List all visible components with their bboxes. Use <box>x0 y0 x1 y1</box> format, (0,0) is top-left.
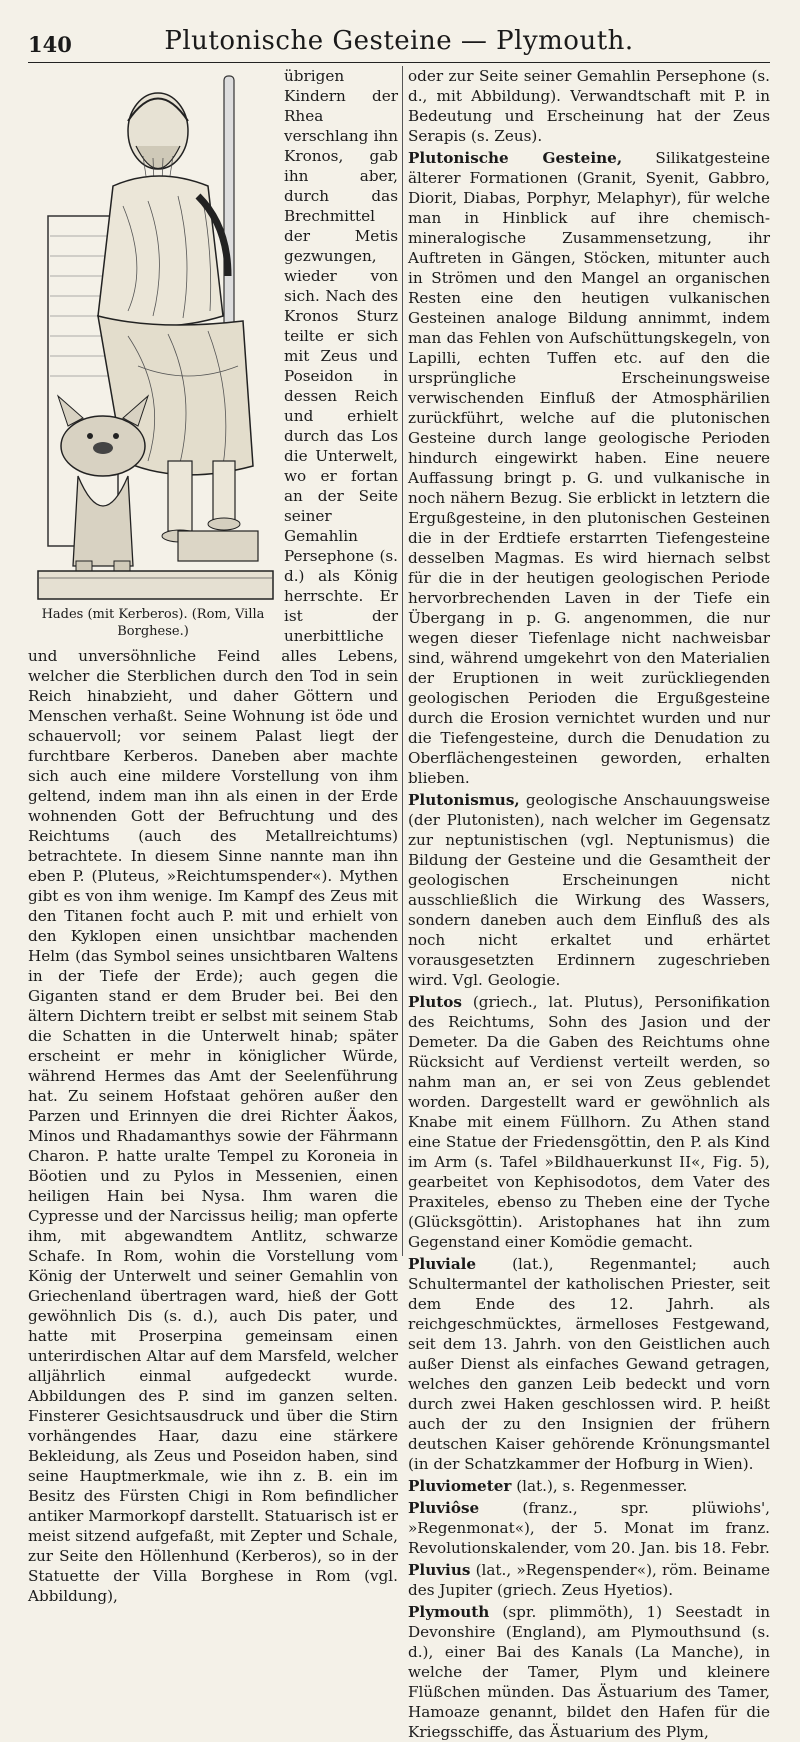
entry-body: Silikatgesteine älterer Formationen (Granit, Syenit, Gabbro, Diorit, Diabas, Porphyr, Melaphyr), für welche man in Hinblick auf ihre chemisch-mineralogische Zusammensetzung, ihr Auftreten in Gängen, Stöcken, mitunter auch in Strömen und den Mangel an organischen Resten eine den heutigen vulkanischen Gesteinen analoge Bildung annimmt, indem man das Fehlen von Aufschüttungskegeln, von Lapilli, echten Tuffen etc. auf den die ursprüngliche Erscheinungsweise verwischenden Einfluß der Atmosphärilien zurückführt, welche auf die plutonischen Gesteine durch lange geologische Perioden hindurch eingewirkt haben. Eine neuere Auffassung bringt p. G. und vulkanische in noch nähern Bezug. Sie erblickt in letztern die Ergußgesteine, in den plutonischen Gesteinen die in der Erdtiefe erstarrten Tiefengesteine desselben Magmas. Es wird hiernach selbst für die in der heutigen geologischen Periode hervorbrechenden Laven in der Tiefe ein Übergang in p. G. angenommen, die nur wegen dieser Tiefenlage nicht nachweisbar sind, während umgekehrt von den Materialien der Eruptionen in weit zurückliegenden geologischen Perioden die Ergußgesteine durch die Erosion vernichtet wurden und nur die Tiefengesteine, durch die Denudation zu Oberflächengesteinen geworden, erhalten blieben. <box>408 149 770 787</box>
article-hades-text: übrigen Kindern der Rhea verschlang ihn Kronos, gab ihn aber, durch das Brechmittel der Metis gezwungen, wieder von sich. Nach des Kronos Sturz teilte er sich mit Zeus und Poseidon in dessen Reich und erhielt durch das Los die Unterwelt, wo er fortan an der Seite seiner Gemahlin Persephone (s. d.) als König herrschte. Er ist der unerbittliche und unversöhnliche Feind alles Lebens, welcher die Sterblichen durch den Tod in sein Reich hinabzieht, und daher Göttern und Menschen verhaßt. Seine Wohnung ist öde und schauervoll; vor seinem Palast liegt der furchtbare Kerberos. Daneben aber machte sich auch eine mildere Vorstellung von ihm geltend, indem man ihn als einen in der Erde wohnenden Gott der Befruchtung und des Reichtums (auch des Metallreichtums) betrachtete. In diesem Sinne nannte man ihn eben P. (Pluteus, »Reichtumspender«). Mythen gibt es von ihm wenige. Im Kampf des Zeus mit den Titanen focht auch P. mit und erhielt von den Kyklopen einen unsichtbar machenden Helm (das Symbol seines unsichtbaren Waltens in der Tiefe der Erde); auch gegen die Giganten stand er dem Bruder bei. Bei den ältern Dichtern treibt er selbst mit seinem Stab die Schatten in die Unterwelt hinab; später erscheint er mehr in königlicher Würde, während Hermes das Amt der Seelenführung hat. Zu seinem Hofstaat gehören außer den Parzen und Erinnyen die drei Richter Äakos, Minos und Rhadamanthys sowie der Fährmann Charon. P. hatte uralte Tempel zu Koroneia in Böotien und zu Pylos in Messenien, einen heiligen Hain bei Nysa. Ihm waren die Cypresse und der Narcissus heilig; man opferte ihm, mit abgewandtem Antlitz, schwarze Schafe. In Rom, wohin die Vorstellung vom König der Unterwelt und seiner Gemahlin von Griechenland übertragen ward, hieß der Gott gewöhnlich Dis (s. d.), auch Dis pater, und hatte mit Proserpina gemeinsam einen unterirdischen Altar auf dem Marsfeld, welcher alljährlich einmal aufgedeckt wurde. Abbildungen des P. sind im ganzen selten. Finsterer Gesichtsausdruck und über die Stirn vorhängendes Haar, dazu eine stärkere Bekleidung, als Zeus und Poseidon haben, sind seine Hauptmerkmale, wie ihn z. B. ein im Besitz des Fürsten Chigi in Rom befindlicher antiker Marmorkopf darstellt. Statuarisch ist er meist sitzend aufgefaßt, mit Zepter und Schale, zur Seite den Höllenhund (Kerberos), so in der Statuette der Villa Borghese in Rom (vgl. Abbildung), <box>28 67 398 1605</box>
entry-plymouth <box>408 1602 770 1742</box>
entry-headword: Plutonische Gesteine, <box>408 149 623 167</box>
entry-plutonismus <box>408 790 770 990</box>
entry-headword: Pluviôse <box>408 1499 480 1517</box>
entry-body: geologische Anschauungsweise (der Plutonisten), nach welcher im Gegensatz zur neptunistischen (vgl. Neptunismus) die Bildung der Gesteine und die Gesamtheit der geologischen Erscheinungen nicht ausschließlich die Wirkung des Wassers, sondern daneben auch dem Einfluß des als noch nicht erkaltet und erhärtet vorausgesetzten Erdinnern zugeschrieben wird. Vgl. Geologie. <box>408 791 770 989</box>
entry-body: (griech., lat. Plutus), Personifikation des Reichtums, Sohn des Jasion und der Demeter. Da die Gaben des Reichtums ohne Rücksicht auf Verdienst verteilt werden, so nahm man an, er sei von Zeus geblendet worden. Dargestellt ward er gewöhnlich als Knabe mit einem Füllhorn. Zu Athen stand eine Statue der Friedensgöttin, den P. als Kind im Arm (s. Tafel »Bildhauerkunst II«, Fig. 5), gearbeitet von Kephisodotos, dem Vater des Praxiteles, ebenso zu Theben eine der Tyche (Glücksgöttin). Aristophanes hat ihn zum Gegenstand einer Komödie gemacht. <box>408 993 770 1251</box>
entry-body: (spr. plimmöth), 1) Seestadt in Devonshire (England), am Plymouthsund (s. d.), einer Bai des Kanals (La Manche), in welche der Tamer, Plym und kleinere Flüßchen münden. Das Ästuarium des Tamer, Hamoaze genannt, bildet den Hafen für die Kriegsschiffe, das Ästuarium des Plym, <box>408 1603 770 1741</box>
figure-hades <box>28 66 278 644</box>
hades-statue-illustration <box>28 66 278 604</box>
entry-body: (lat., »Regenspender«), röm. Beiname des Jupiter (griech. Zeus Hyetios). <box>408 1561 770 1599</box>
entry-body: (franz., spr. plüwiohs', »Regenmonat«), der 5. Monat im franz. Revolutionskalender, vom 20. Jan. bis 18. Febr. <box>408 1499 770 1557</box>
entry-headword: Pluviometer <box>408 1477 512 1495</box>
figure-caption: Hades (mit Kerberos). (Rom, Villa Borghese.) <box>41 607 265 639</box>
page-title: Plutonische Gesteine — Plymouth. <box>164 26 634 56</box>
right-column <box>408 66 770 1742</box>
page-number: 140 <box>28 32 72 57</box>
entry-headword: Pluvius <box>408 1561 471 1579</box>
page-header <box>28 18 770 63</box>
entry-pluviometer <box>408 1476 770 1496</box>
entry-headword: Plymouth <box>408 1603 490 1621</box>
column-divider <box>402 66 403 1256</box>
entry-plutos <box>408 992 770 1252</box>
entry-body: (lat.), s. Regenmesser. <box>511 1477 688 1495</box>
left-column <box>28 66 398 1606</box>
entry-pluviale <box>408 1254 770 1474</box>
entry-headword: Plutonismus, <box>408 791 520 809</box>
article-hades-continuation: oder zur Seite seiner Gemahlin Persephone (s. d., mit Abbildung). Verwandtschaft mit P. in Bedeutung und Erscheinung hat der Zeus Serapis (s. Zeus). <box>408 67 770 145</box>
entry-body: (lat.), Regenmantel; auch Schultermantel der katholischen Priester, seit dem Ende des 12. Jahrh. als reichgeschmücktes, ärmelloses Festgewand, seit dem 13. Jahrh. von den Geistlichen auch außer Dienst als einfaches Gewand getragen, welches den ganzen Leib bedeckt und vorn durch zwei Haken geschlossen wird. P. heißt auch der zu den Insignien der frühern deutschen Kaiser gehörende Krönungsmantel (in der Schatzkammer der Hofburg in Wien). <box>408 1255 770 1473</box>
entry-headword: Pluviale <box>408 1255 477 1273</box>
entry-pluvius <box>408 1560 770 1600</box>
entry-headword: Plutos <box>408 993 462 1011</box>
entry-pluviose <box>408 1498 770 1558</box>
entry-plutonische-gesteine <box>408 148 770 788</box>
